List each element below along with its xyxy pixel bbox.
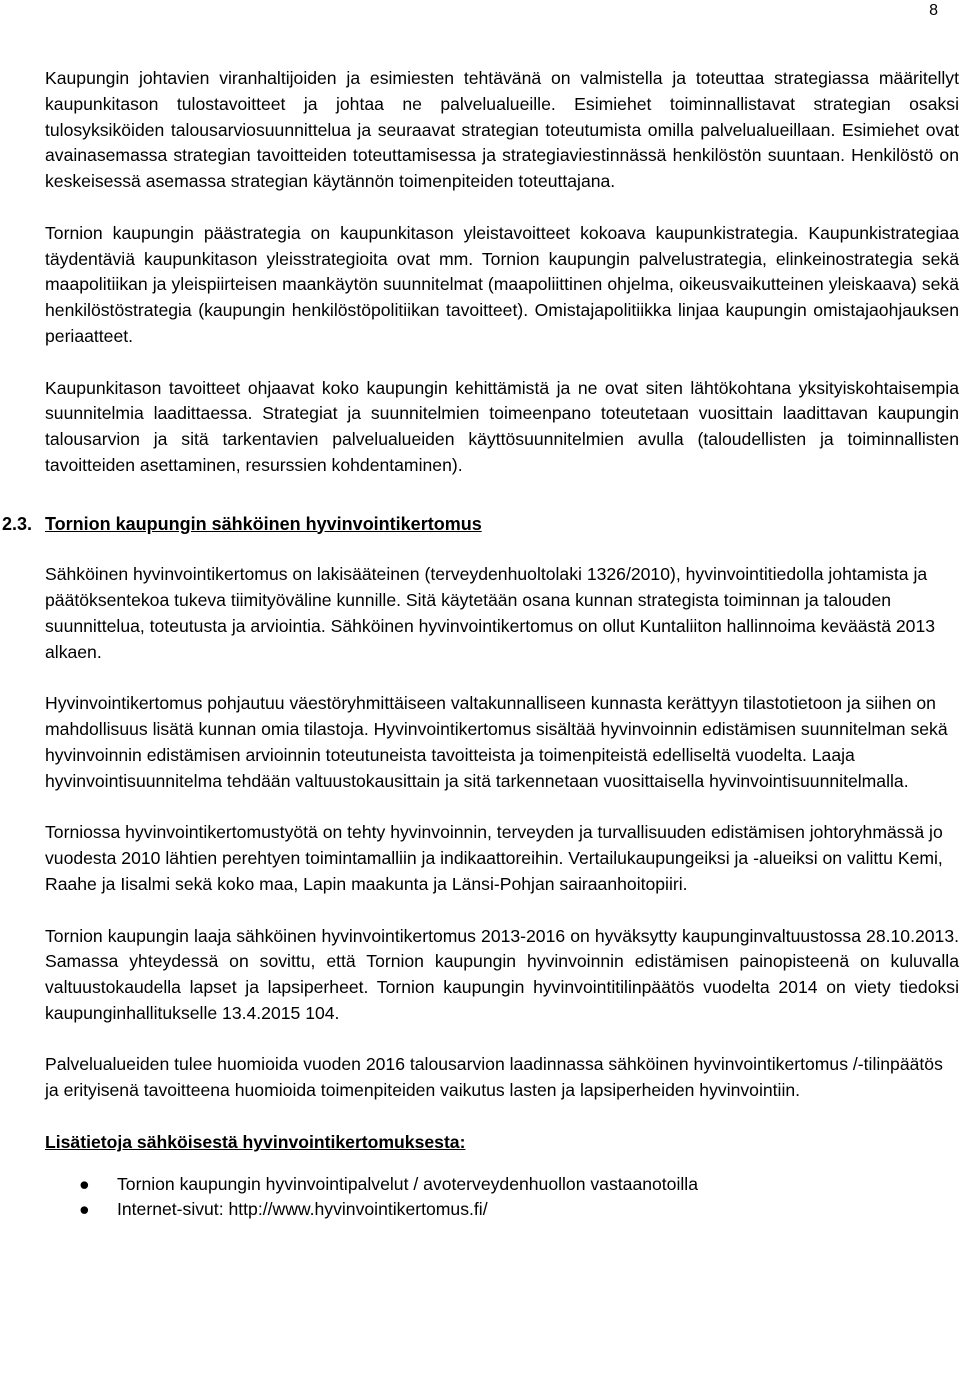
info-heading: Lisätietoja sähköisestä hyvinvointikertomuksesta: (45, 1131, 466, 1152)
list-item-text: Tornion kaupungin hyvinvointipalvelut / avoterveydenhuollon vastaanotoilla (117, 1173, 698, 1194)
paragraph: Palvelualueiden tulee huomioida vuoden 2016 talousarvion laadinnassa sähköinen hyvinvointikertomus /-tilinpäätös ja erityisenä tavoitteena huomioida toimenpiteiden vaikutus lasten ja lapsiperheiden hyvinvointiin. (45, 1054, 943, 1101)
bullet-icon: ● (79, 1199, 90, 1220)
paragraph: Torniossa hyvinvointikertomustyötä on tehty hyvinvoinnin, terveyden ja turvallisuuden edistämisen johtoryhmässä jo vuodesta 2010 lähtien perehtyen toimintamalliin ja indikaattoreihin. Vertailukaupungeiksi ja -alueiksi on valittu Kemi, Raahe ja Iisalmi sekä koko maa, Lapin maakunta ja Länsi-Pohjan sairaanhoitopiiri. (45, 822, 943, 894)
list-item-text: Internet-sivut: http://www.hyvinvointikertomus.fi/ (117, 1199, 488, 1220)
section-title: Tornion kaupungin sähköinen hyvinvointikertomus (45, 513, 482, 534)
paragraph: Hyvinvointikertomus pohjautuu väestöryhmittäiseen valtakunnalliseen kunnasta kerättyyn tilastotietoon ja siihen on mahdollisuus lisätä kunnan omia tilastoja. Hyvinvointikertomus sisältää hyvinvoinnin edistämisen suunnitelman sekä hyvinvoinnin edistämisen arvioinnin toteutuneista tavoitteista ja toimenpiteistä edelliseltä vuodelta. Laaja hyvinvointisuunnitelma tehdään valtuustokausittain ja sitä tarkennetaan vuosittaisella hyvinvointisuunnitelmalla. (45, 693, 948, 791)
paragraph: Sähköinen hyvinvointikertomus on lakisääteinen (terveydenhuoltolaki 1326/2010), hyvinvointitiedolla johtamista ja päätöksentekoa tukeva tiimityöväline kunnille. Sitä käytetään osana kunnan strategista toiminnan ja talouden suunnittelua, toteutusta ja arviointia. Sähköinen hyvinvointikertomus on ollut Kuntaliiton hallinnoima keväästä 2013 alkaen. (45, 564, 936, 662)
list-item (45, 1197, 959, 1223)
paragraph: Tornion kaupungin päästrategia on kaupunkitason yleistavoitteet kokoava kaupunkistrategia. Kaupunkistrategiaa täydentäviä kaupunkitason yleisstrategioita ovat mm. Tornion kaupungin palvelustrategia, elinkeinostrategia sekä maapolitiikan ja yleispiirteisen maankäytön suunnitelmat (maapoliittinen ohjelma, oikeusvaikutteinen yleiskaava) sekä henkilöstöstrategia (kaupungin henkilöstöpolitiikan tavoitteet). Omistajapolitiikka linjaa kaupungin omistajaohjauksen periaatteet. (45, 222, 959, 346)
section-heading (2, 511, 959, 537)
section-number: 2.3. (2, 513, 33, 534)
paragraph: Kaupunkitason tavoitteet ohjaavat koko kaupungin kehittämistä ja ne ovat siten lähtökohtana yksityiskohtaisempia suunnitelmia laadittaessa. Strategiat ja suunnitelmien toimeenpano toteutetaan vuosittain laadittavan kaupungin talousarvion ja sitä tarkentavien palvelualueiden käyttösuunnitelmien avulla (taloudellisten ja toiminnallisten tavoitteiden asettaminen, resurssien kohdentaminen). (45, 377, 959, 475)
document-body (2, 66, 959, 1223)
paragraph: Kaupungin johtavien viranhaltijoiden ja esimiesten tehtävänä on valmistella ja toteuttaa strategiassa määritellyt kaupunkitason tulostavoitteet ja johtaa ne palvelualueille. Esimiehet toiminnallistavat strategian osaksi tulosyksiköiden talousarviosuunnittelua ja seuraavat strategian toteutumista omilla palvelualueillaan. Esimiehet ovat avainasemassa strategian tavoitteiden toteuttamisessa ja strategiaviestinnässä henkilöstön suuntaan. Henkilöstö on keskeisessä asemassa strategian käytännön toimenpiteiden toteuttajana. (45, 68, 959, 192)
list-item (45, 1172, 959, 1198)
page-number: 8 (929, 2, 938, 19)
bullet-icon: ● (79, 1173, 90, 1194)
paragraph: Tornion kaupungin laaja sähköinen hyvinvointikertomus 2013-2016 on hyväksytty kaupunginvaltuustossa 28.10.2013. Samassa yhteydessä on sovittu, että Tornion kaupungin hyvinvoinnin edistämisen painopisteenä on kuluvalla valtuustokaudella lapset ja lapsiperheet. Tornion kaupungin hyvinvointitilinpäätös vuodelta 2014 on viety tiedoksi kaupunginhallitukselle 13.4.2015 104. (45, 925, 959, 1023)
info-list (45, 1172, 959, 1224)
